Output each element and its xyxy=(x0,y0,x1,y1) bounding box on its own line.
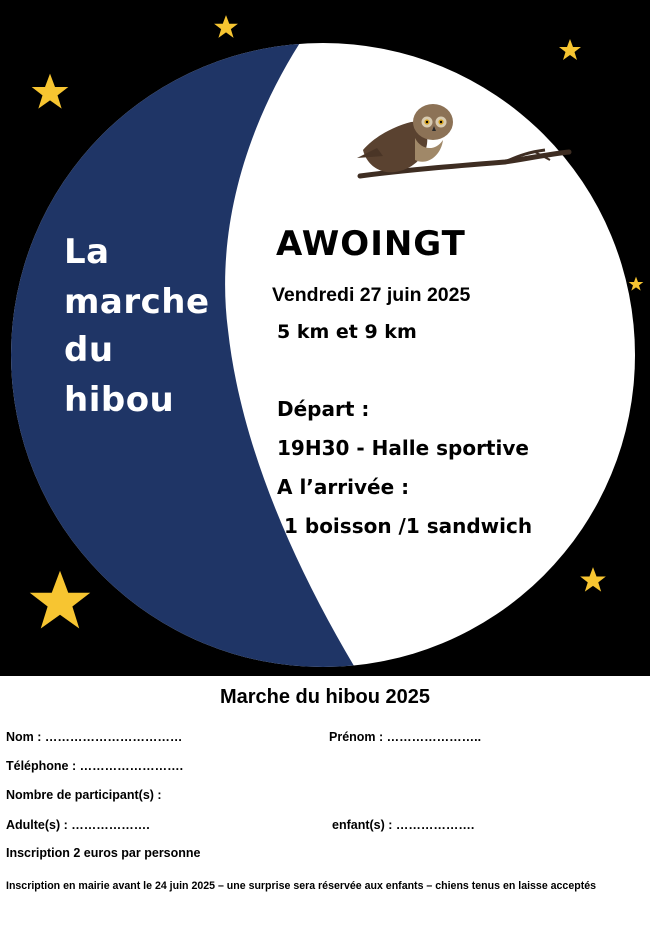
adultes-field: Adulte(s) : ………………. xyxy=(6,818,150,832)
poster-title-line: hibou xyxy=(64,380,175,420)
star-icon xyxy=(574,566,612,594)
event-date: Vendredi 27 juin 2025 xyxy=(272,284,471,306)
prenom-field: Prénom : ………………….. xyxy=(329,730,482,744)
event-distances: 5 km et 9 km xyxy=(277,321,417,343)
star-icon xyxy=(26,72,74,112)
arrivee-value: 1 boisson /1 sandwich xyxy=(284,514,533,538)
star-icon xyxy=(558,38,582,62)
star-icon xyxy=(24,568,96,634)
telephone-field: Téléphone : ……………………. xyxy=(6,759,184,773)
owl-illustration xyxy=(355,100,575,190)
poster-title-line: marche xyxy=(64,282,210,322)
star-icon xyxy=(628,273,644,295)
depart-label: Départ : xyxy=(277,397,370,421)
star-icon xyxy=(212,14,240,40)
arrivee-label: A l’arrivée : xyxy=(277,475,410,499)
inscription-price: Inscription 2 euros par personne xyxy=(6,846,201,860)
poster-title-line: du xyxy=(64,330,114,370)
depart-value: 19H30 - Halle sportive xyxy=(277,436,529,460)
poster-title-line: La xyxy=(64,232,110,272)
participants-label: Nombre de participant(s) : xyxy=(6,788,162,802)
registration-form xyxy=(0,676,650,926)
form-title: Marche du hibou 2025 xyxy=(219,686,431,708)
town-name: AWOINGT xyxy=(276,224,466,264)
enfants-field: enfant(s) : ………………. xyxy=(332,818,475,832)
nom-field: Nom : …………………………… xyxy=(6,730,183,744)
footer-note: Inscription en mairie avant le 24 juin 2025 – une surprise sera réservée aux enfants – chiens tenus en laisse acceptés xyxy=(6,880,597,892)
